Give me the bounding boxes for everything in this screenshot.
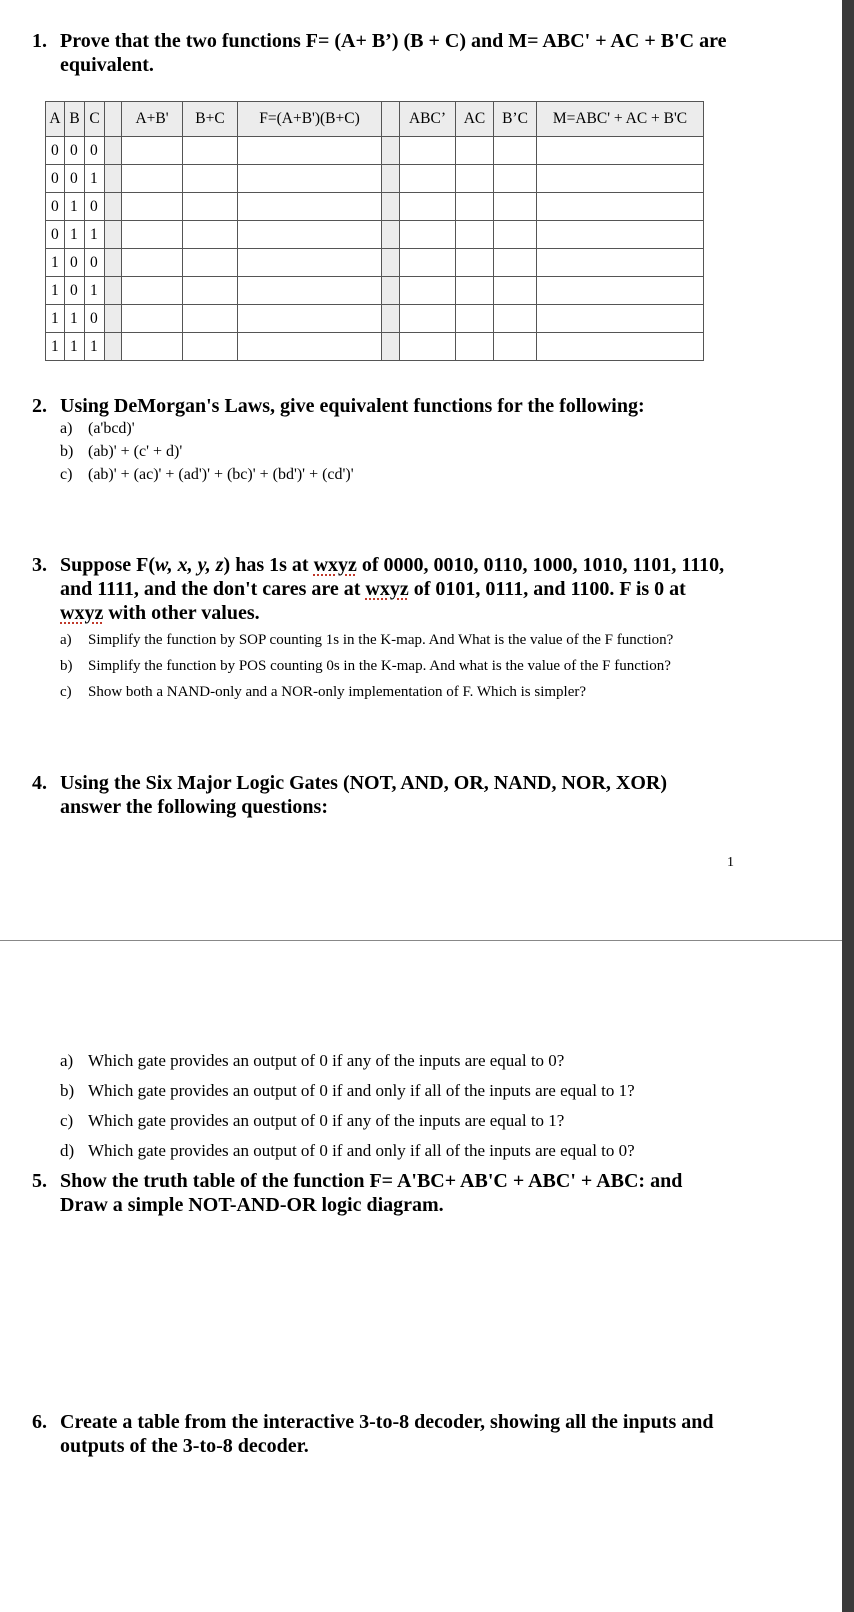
table-row: [46, 333, 704, 361]
table-answer-cell[interactable]: [238, 193, 382, 221]
table-answer-cell[interactable]: [122, 333, 183, 361]
question-4-item: [60, 1051, 564, 1071]
table-answer-cell[interactable]: [456, 165, 494, 193]
item-text: (a'bcd)': [88, 420, 135, 437]
table-answer-cell[interactable]: [494, 333, 537, 361]
question-3-text-part: of 0000, 0010, 0110, 1000, 1010, 1101, 1110,: [356, 554, 725, 576]
question-4-item: [60, 1081, 635, 1101]
table-answer-cell[interactable]: [494, 277, 537, 305]
item-label: c): [60, 466, 73, 483]
table-answer-cell[interactable]: [537, 221, 704, 249]
item-label: b): [60, 443, 74, 460]
question-2: [32, 394, 792, 418]
table-answer-cell[interactable]: [456, 305, 494, 333]
question-2-item: [60, 442, 182, 462]
table-separator: [382, 102, 400, 137]
table-answer-cell[interactable]: [494, 165, 537, 193]
table-header-cell: A+B': [122, 102, 183, 137]
item-text: Which gate provides an output of 0 if and only if all of the inputs are equal to 0?: [88, 1141, 635, 1160]
table-answer-cell[interactable]: [122, 277, 183, 305]
table-answer-cell[interactable]: [537, 333, 704, 361]
truth-table-header: [46, 102, 704, 137]
table-answer-cell[interactable]: [238, 277, 382, 305]
table-answer-cell[interactable]: [537, 305, 704, 333]
spellcheck-word: wxyz: [313, 554, 357, 576]
table-answer-cell[interactable]: [400, 249, 456, 277]
question-3-item: [60, 656, 671, 676]
table-separator: [105, 333, 122, 361]
table-answer-cell[interactable]: [183, 305, 238, 333]
table-input-cell: 1: [46, 277, 65, 305]
table-answer-cell[interactable]: [537, 137, 704, 165]
spellcheck-word: wxyz: [365, 578, 409, 600]
table-row: [46, 165, 704, 193]
table-answer-cell[interactable]: [183, 221, 238, 249]
table-separator: [105, 165, 122, 193]
table-answer-cell[interactable]: [456, 333, 494, 361]
table-answer-cell[interactable]: [400, 305, 456, 333]
question-3-text-part: with other values.: [103, 602, 260, 624]
table-answer-cell[interactable]: [537, 249, 704, 277]
table-answer-cell[interactable]: [238, 137, 382, 165]
table-answer-cell[interactable]: [238, 249, 382, 277]
table-separator: [105, 221, 122, 249]
table-separator: [105, 249, 122, 277]
table-separator: [382, 193, 400, 221]
question-3-text-part: ) has 1s at: [223, 554, 314, 576]
table-input-cell: 0: [65, 165, 85, 193]
table-answer-cell[interactable]: [238, 333, 382, 361]
question-3-item: [60, 630, 673, 650]
table-input-cell: 0: [46, 221, 65, 249]
table-answer-cell[interactable]: [456, 277, 494, 305]
table-input-cell: 1: [65, 193, 85, 221]
question-5-number: 5.: [32, 1170, 47, 1192]
table-input-cell: 0: [85, 137, 105, 165]
table-input-cell: 1: [46, 305, 65, 333]
page-number: 1: [727, 855, 734, 870]
table-input-cell: 0: [65, 137, 85, 165]
page-break: [0, 940, 842, 941]
table-answer-cell[interactable]: [494, 305, 537, 333]
question-3-text: [32, 553, 822, 625]
item-label: a): [60, 1051, 74, 1070]
table-header-cell: ABC’: [400, 102, 456, 137]
table-answer-cell[interactable]: [456, 249, 494, 277]
table-answer-cell[interactable]: [183, 165, 238, 193]
table-answer-cell[interactable]: [238, 221, 382, 249]
question-6: [32, 1410, 772, 1458]
question-4-text: Using the Six Major Logic Gates (NOT, AND, OR, NAND, NOR, XOR) answer the following questions:: [60, 772, 668, 818]
table-answer-cell[interactable]: [494, 249, 537, 277]
item-text: Simplify the function by SOP counting 1s in the K-map. And What is the value of the F function?: [88, 632, 674, 648]
table-header-cell: A: [46, 102, 65, 137]
question-4-number: 4.: [32, 772, 47, 794]
table-input-cell: 0: [46, 137, 65, 165]
question-3: [32, 553, 822, 625]
question-4-item: [60, 1141, 635, 1161]
table-answer-cell[interactable]: [494, 221, 537, 249]
question-3-text-part: and 1111, and the don't cares are at: [60, 578, 366, 600]
table-header-cell: F=(A+B')(B+C): [238, 102, 382, 137]
table-separator: [105, 137, 122, 165]
item-label: c): [60, 1111, 74, 1130]
item-text: (ab)' + (c' + d)': [88, 443, 183, 460]
question-2-number: 2.: [32, 395, 47, 417]
question-3-item: [60, 682, 586, 702]
table-answer-cell[interactable]: [122, 305, 183, 333]
table-row: [46, 277, 704, 305]
table-answer-cell[interactable]: [183, 249, 238, 277]
table-answer-cell[interactable]: [400, 333, 456, 361]
table-header-cell: C: [85, 102, 105, 137]
table-answer-cell[interactable]: [238, 305, 382, 333]
table-separator: [382, 137, 400, 165]
question-2-item: [60, 465, 354, 485]
table-input-cell: 1: [65, 333, 85, 361]
spellcheck-word: wxyz: [60, 602, 104, 624]
table-answer-cell[interactable]: [494, 193, 537, 221]
table-input-cell: 1: [85, 333, 105, 361]
table-input-cell: 0: [85, 305, 105, 333]
table-answer-cell[interactable]: [183, 137, 238, 165]
table-separator: [382, 249, 400, 277]
table-answer-cell[interactable]: [456, 221, 494, 249]
table-answer-cell[interactable]: [400, 137, 456, 165]
question-5: [32, 1169, 712, 1217]
question-1-text: Prove that the two functions F= (A+ B’) (B + C) and M= ABC' + AC + B'C are equivalent.: [60, 30, 727, 76]
table-row: [46, 193, 704, 221]
table-input-cell: 1: [65, 305, 85, 333]
item-label: c): [60, 684, 72, 700]
item-text: Simplify the function by POS counting 0s in the K-map. And what is the value of the F function?: [88, 658, 671, 674]
item-label: a): [60, 632, 72, 648]
table-input-cell: 0: [85, 249, 105, 277]
table-input-cell: 0: [65, 277, 85, 305]
table-answer-cell[interactable]: [456, 193, 494, 221]
item-text: Which gate provides an output of 0 if any of the inputs are equal to 0?: [88, 1051, 565, 1070]
table-separator: [105, 277, 122, 305]
table-input-cell: 1: [65, 221, 85, 249]
table-answer-cell[interactable]: [183, 333, 238, 361]
table-answer-cell[interactable]: [122, 137, 183, 165]
item-label: b): [60, 658, 73, 674]
table-answer-cell[interactable]: [122, 249, 183, 277]
table-separator: [382, 221, 400, 249]
question-4: [32, 771, 692, 819]
table-row: [46, 221, 704, 249]
scrollbar[interactable]: [842, 0, 854, 1612]
table-input-cell: 0: [65, 249, 85, 277]
item-label: d): [60, 1141, 75, 1160]
table-answer-cell[interactable]: [183, 193, 238, 221]
table-answer-cell[interactable]: [400, 221, 456, 249]
table-answer-cell[interactable]: [400, 277, 456, 305]
question-3-text-part: of 0101, 0111, and 1100. F is 0 at: [408, 578, 686, 600]
table-separator: [382, 277, 400, 305]
table-separator: [382, 165, 400, 193]
table-input-cell: 1: [85, 277, 105, 305]
table-header-cell: M=ABC' + AC + B'C: [537, 102, 704, 137]
table-input-cell: 0: [46, 165, 65, 193]
table-row: [46, 305, 704, 333]
table-answer-cell[interactable]: [122, 221, 183, 249]
table-header-cell: B: [65, 102, 85, 137]
item-label: b): [60, 1081, 75, 1100]
question-2-text: Using DeMorgan's Laws, give equivalent functions for the following:: [60, 395, 645, 417]
table-input-cell: 1: [46, 249, 65, 277]
table-input-cell: 1: [85, 165, 105, 193]
table-input-cell: 1: [46, 333, 65, 361]
item-text: Show both a NAND-only and a NOR-only implementation of F. Which is simpler?: [88, 684, 587, 700]
table-separator: [105, 102, 122, 137]
item-text: Which gate provides an output of 0 if and only if all of the inputs are equal to 1?: [88, 1081, 635, 1100]
table-input-cell: 0: [46, 193, 65, 221]
table-answer-cell[interactable]: [122, 165, 183, 193]
question-1-number: 1.: [32, 30, 47, 52]
question-3-number: 3.: [32, 554, 47, 576]
table-input-cell: 1: [85, 221, 105, 249]
table-answer-cell[interactable]: [400, 165, 456, 193]
item-label: a): [60, 420, 73, 437]
question-6-number: 6.: [32, 1411, 47, 1433]
function-variables: w, x, y, z: [155, 554, 224, 576]
item-text: Which gate provides an output of 0 if any of the inputs are equal to 1?: [88, 1111, 565, 1130]
table-answer-cell[interactable]: [183, 277, 238, 305]
table-answer-cell[interactable]: [494, 137, 537, 165]
question-2-item: [60, 419, 135, 439]
question-4-item: [60, 1111, 564, 1131]
table-separator: [382, 333, 400, 361]
table-answer-cell[interactable]: [238, 165, 382, 193]
table-answer-cell[interactable]: [122, 193, 183, 221]
table-answer-cell[interactable]: [537, 277, 704, 305]
question-5-text: Show the truth table of the function F= A'BC+ AB'C + ABC' + ABC: and Draw a simple NOT-AND-OR logic diagram.: [60, 1170, 683, 1216]
table-header-cell: B+C: [183, 102, 238, 137]
table-answer-cell[interactable]: [537, 165, 704, 193]
table-header-cell: B’C: [494, 102, 537, 137]
question-6-text: Create a table from the interactive 3-to-8 decoder, showing all the inputs and outputs of the 3-to-8 decoder.: [60, 1411, 714, 1457]
table-header-cell: AC: [456, 102, 494, 137]
table-separator: [105, 193, 122, 221]
table-separator: [382, 305, 400, 333]
item-text: (ab)' + (ac)' + (ad')' + (bc)' + (bd')' + (cd')': [88, 466, 354, 483]
table-answer-cell[interactable]: [456, 137, 494, 165]
table-row: [46, 249, 704, 277]
table-separator: [105, 305, 122, 333]
table-input-cell: 0: [85, 193, 105, 221]
table-answer-cell[interactable]: [537, 193, 704, 221]
question-3-text-part: Suppose F(: [60, 554, 156, 576]
truth-table: [45, 101, 704, 361]
question-1: [32, 29, 792, 77]
table-answer-cell[interactable]: [400, 193, 456, 221]
table-row: [46, 137, 704, 165]
